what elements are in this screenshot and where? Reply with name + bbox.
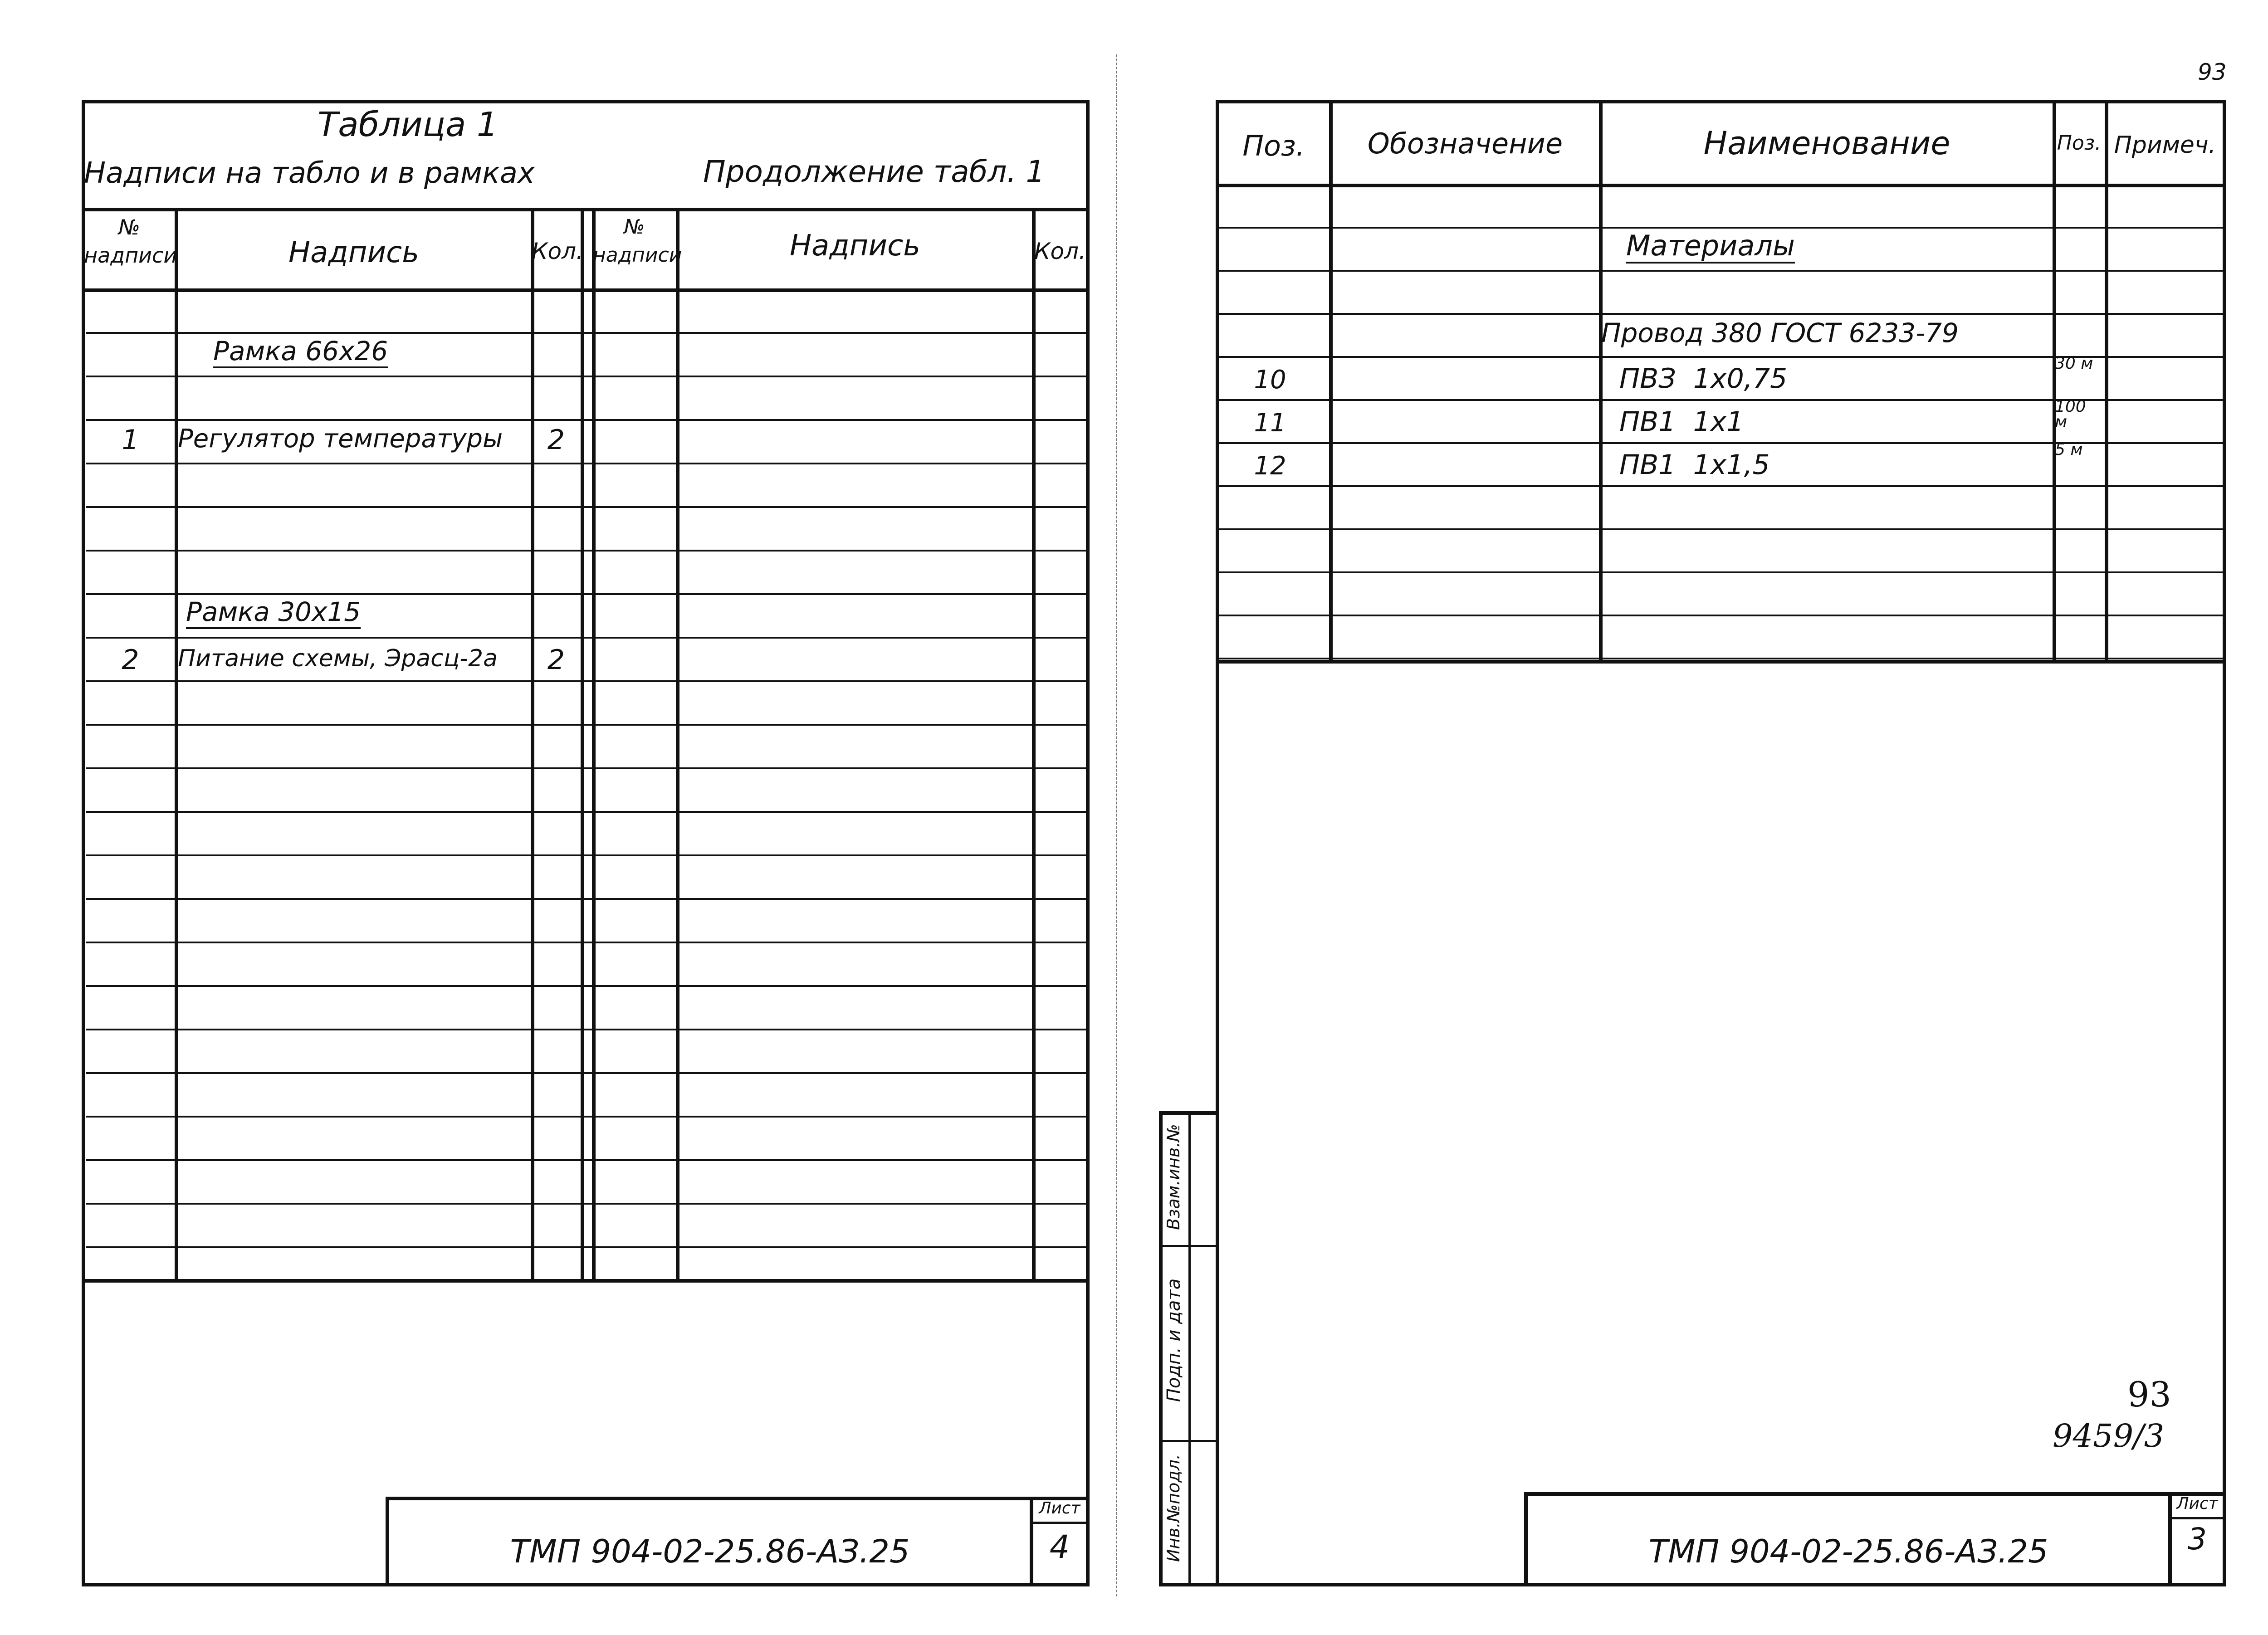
row-qty-12: 5 м: [2055, 440, 2083, 459]
row-line: [86, 1159, 1086, 1161]
col-line: [676, 208, 679, 1282]
row-line: [86, 637, 1086, 639]
left-table-bottom: [82, 1279, 1090, 1283]
row-line: [86, 942, 1086, 943]
row-line: [1219, 615, 2223, 616]
header-qty: Кол.: [532, 238, 583, 264]
row-line: [1219, 658, 2223, 659]
row-line: [86, 1203, 1086, 1205]
left-stamp-code: ТМП 904-02-25.86-АЗ.25: [510, 1533, 910, 1570]
section-materials: Материалы: [1626, 229, 1795, 262]
row-line: [86, 767, 1086, 769]
right-stamp-sheet-label: Лист: [2176, 1494, 2218, 1513]
row-line: [86, 1029, 1086, 1030]
row-line: [86, 332, 1086, 334]
row-line: [86, 724, 1086, 726]
header-designation: Обозначение: [1367, 127, 1563, 160]
row-line: [86, 1116, 1086, 1118]
row-line: [86, 1072, 1086, 1074]
row-line: [86, 506, 1086, 508]
table-caption: Надписи на табло и в рамках: [84, 156, 535, 190]
col-line: [1032, 208, 1036, 1282]
group-wire: Провод 380 ГОСТ 6233-79: [1601, 317, 1959, 348]
col-line: [592, 208, 596, 1282]
right-table-bottom: [1216, 660, 2226, 664]
row-pos-12: 12: [1254, 451, 1286, 481]
handwritten-1: 93: [2127, 1374, 2171, 1415]
page-fold-line: [1116, 54, 1117, 1596]
row-line: [86, 854, 1086, 856]
row-frame-66x26: Рамка 66х26: [213, 336, 388, 366]
right-stamp-sheet-no: 3: [2188, 1522, 2207, 1557]
right-stamp-sheet-line: [2168, 1517, 2226, 1519]
col-line: [2053, 100, 2056, 662]
row-num-1: 1: [122, 424, 139, 456]
row-frame-30x15: Рамка 30х15: [186, 596, 361, 627]
row-name-11: ПВ1 1х1: [1619, 406, 1744, 438]
row-num-2: 2: [122, 644, 139, 676]
table-title: Таблица 1: [318, 105, 498, 144]
row-line: [86, 550, 1086, 552]
header-text: Надпись: [288, 236, 419, 269]
col-line: [531, 208, 534, 1282]
table-continuation: Продолжение табл. 1: [703, 154, 1045, 189]
left-stamp-sheet-no: 4: [1049, 1528, 1070, 1566]
row-line: [1219, 528, 2223, 530]
side-strip-divider: [1188, 1111, 1191, 1586]
row-line: [1219, 227, 2223, 229]
header-bottom-line: [82, 288, 1090, 292]
side-label-replace: Взам.инв.№: [1163, 1124, 1183, 1230]
header-top-line: [82, 208, 1090, 211]
row-pos-11: 11: [1254, 408, 1286, 438]
row-line: [86, 680, 1086, 682]
col-line: [1329, 100, 1333, 662]
row-name-12: ПВ1 1х1,5: [1619, 449, 1770, 481]
row-line: [86, 811, 1086, 813]
row-line: [86, 376, 1086, 377]
row-line: [86, 1246, 1086, 1248]
header-num: № надписи: [84, 215, 177, 268]
col-line: [581, 208, 584, 1282]
handwritten-2: 9459/3: [2053, 1417, 2165, 1454]
row-pos-10: 10: [1254, 365, 1286, 395]
row-line: [86, 419, 1086, 421]
side-label-sign: Подп. и дата: [1163, 1278, 1184, 1402]
row-qty-1: 2: [547, 424, 565, 456]
header-num-2: № надписи: [593, 215, 682, 267]
col-line: [1599, 100, 1603, 662]
row-line: [86, 985, 1086, 987]
header-name: Наименование: [1703, 125, 1950, 162]
row-line: [1219, 485, 2223, 487]
row-qty-11: 100 м: [2055, 397, 2086, 431]
col-line: [175, 208, 178, 1282]
right-header-bottom: [1216, 184, 2226, 187]
left-sheet-frame: [82, 100, 1090, 1586]
side-label-inv: Инв.№подл.: [1163, 1454, 1183, 1562]
row-line: [1219, 571, 2223, 573]
header-note: Примеч.: [2114, 132, 2216, 159]
row-name-10: ПВЗ 1х0,75: [1619, 363, 1788, 395]
row-text-2: Питание схемы, Эрасц-2а: [178, 645, 498, 672]
row-line: [86, 898, 1086, 900]
row-line: [86, 463, 1086, 464]
row-qty-2: 2: [547, 644, 565, 676]
corner-mark: 93: [2198, 59, 2227, 85]
row-line: [86, 593, 1086, 595]
row-qty-10: 30 м: [2055, 354, 2093, 373]
right-stamp-code: ТМП 904-02-25.86-АЗ.25: [1648, 1533, 2048, 1570]
row-line: [1219, 313, 2223, 315]
left-stamp-sheet-label: Лист: [1039, 1499, 1080, 1518]
row-text-1: Регулятор температуры: [178, 424, 503, 454]
header-qty-2: Кол.: [1034, 238, 1086, 264]
header-pos: Поз.: [1242, 129, 1305, 162]
col-line: [2105, 100, 2108, 662]
header-text-2: Надпись: [790, 229, 920, 263]
left-stamp-sheet-line: [1030, 1522, 1090, 1524]
row-line: [1219, 270, 2223, 272]
header-qty: Поз.: [2057, 132, 2102, 155]
